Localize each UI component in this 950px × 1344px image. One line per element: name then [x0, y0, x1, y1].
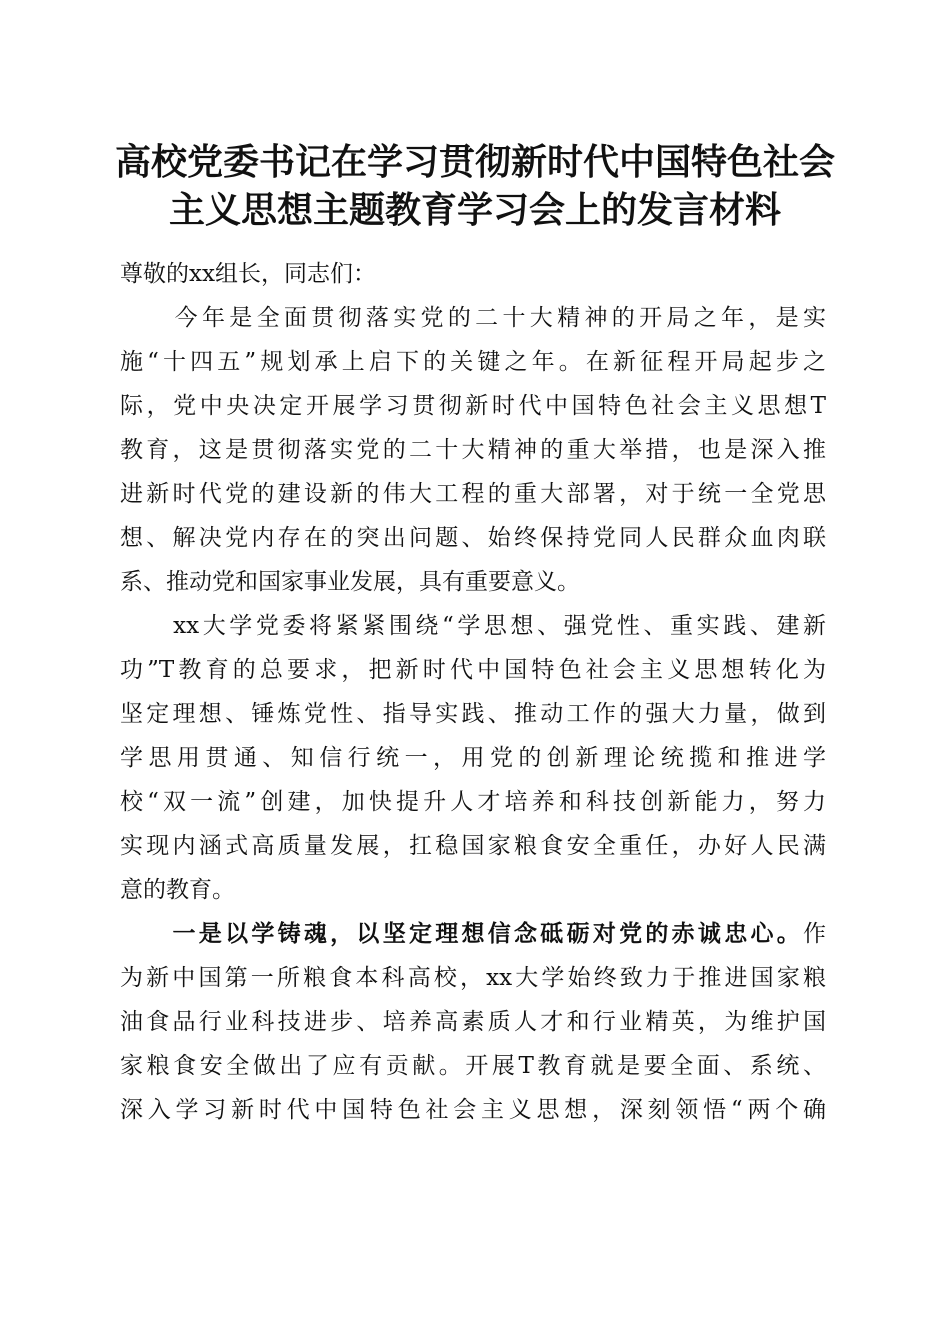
document-title [100, 138, 850, 234]
paragraph-line: 今年是全面贯彻落实党的二十大精神的开局之年，是实 [120, 305, 826, 331]
paragraph-line: 教育，这是贯彻落实党的二十大精神的重大举措，也是深入推 [120, 437, 826, 463]
paragraph-line: 油食品行业科技进步、培养高素质人才和行业精英，为维护国 [120, 1009, 826, 1035]
paragraph-line: 学思用贯通、知信行统一，用党的创新理论统揽和推进学 [120, 745, 826, 771]
paragraph-1 [120, 296, 826, 604]
title-line-2: 主义思想主题教育学习会上的发言材料 [168, 189, 781, 231]
paragraph-line: 坚定理想、锤炼党性、指导实践、推动工作的强大力量，做到 [120, 701, 826, 727]
paragraph-line: 校“双一流”创建，加快提升人才培养和科技创新能力，努力 [120, 789, 826, 815]
paragraph-line: 意的教育。 [120, 877, 235, 903]
paragraph-lead-heading: 一是以学铸魂，以坚定理想信念砥砺对党的赤诚忠心。 [120, 920, 803, 947]
document-body [120, 252, 826, 1132]
paragraph-line: 系、推动党和国家事业发展，具有重要意义。 [120, 569, 580, 595]
paragraph-line: 进新时代党的建设新的伟大工程的重大部署，对于统一全党思 [120, 481, 826, 507]
paragraph-lead-tail: 作 [803, 921, 826, 947]
paragraph-line: 深入学习新时代中国特色社会主义思想，深刻领悟“两个确 [120, 1097, 826, 1123]
paragraph-line: 为新中国第一所粮食本科高校，xx大学始终致力于推进国家粮 [120, 965, 826, 991]
paragraph-line: 功”T教育的总要求，把新时代中国特色社会主义思想转化为 [120, 657, 826, 683]
paragraph-3 [120, 912, 826, 1132]
paragraph-first-line [120, 912, 826, 956]
paragraph-line: 实现内涵式高质量发展，扛稳国家粮食安全重任，办好人民满 [120, 833, 826, 859]
title-line-1: 高校党委书记在学习贯彻新时代中国特色社会 [114, 141, 835, 183]
paragraph-line: 施“十四五”规划承上启下的关键之年。在新征程开局起步之 [120, 349, 826, 375]
paragraph-line: 际，党中央决定开展学习贯彻新时代中国特色社会主义思想T [120, 393, 826, 419]
paragraph-line: 家粮食安全做出了应有贡献。开展T教育就是要全面、系统、 [120, 1053, 826, 1079]
paragraph-line: 想、解决党内存在的突出问题、始终保持党同人民群众血肉联 [120, 525, 826, 551]
paragraph-2 [120, 604, 826, 912]
paragraph-line: xx大学党委将紧紧围绕“学思想、强党性、重实践、建新 [120, 613, 826, 639]
salutation: 尊敬的xx组长，同志们： [120, 261, 376, 287]
